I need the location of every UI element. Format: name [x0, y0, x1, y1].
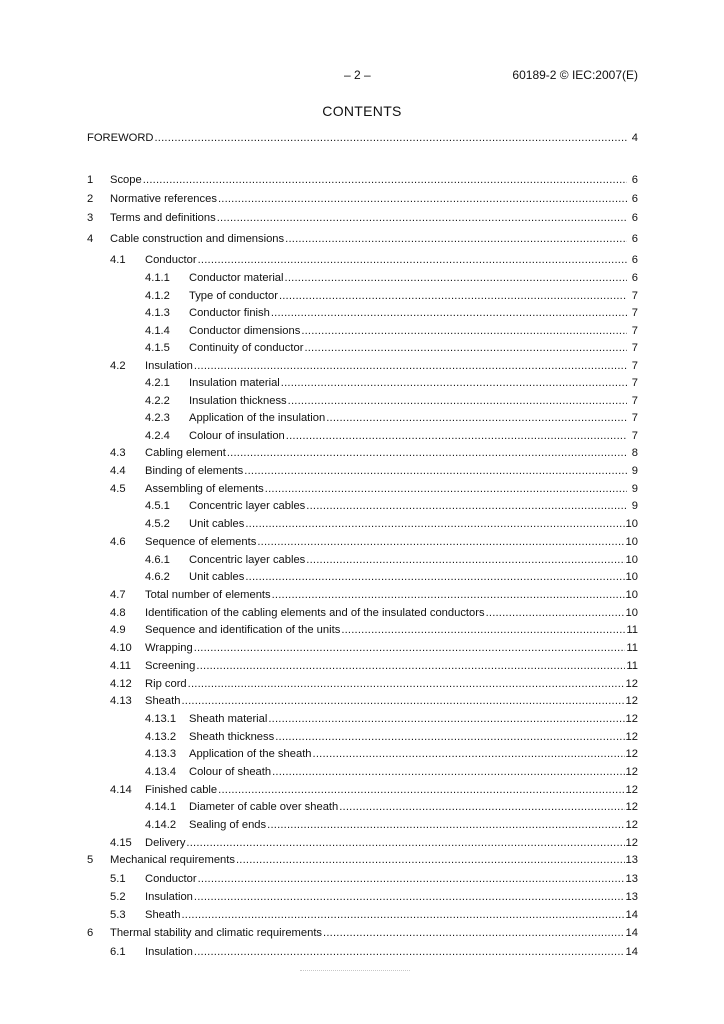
toc-entry-page: 9: [631, 483, 638, 495]
toc-entry-number: 4.2.2: [145, 395, 170, 407]
dot-leader: [279, 288, 627, 304]
toc-entry-page: 7: [631, 360, 638, 372]
toc-entry-number: 4.1.5: [145, 342, 170, 354]
toc-entry-page: 13: [625, 873, 638, 885]
toc-entry-number: 5.3: [110, 909, 126, 921]
toc-entry-title: Sequence of elements: [145, 536, 257, 548]
toc-entry-number: 5: [87, 854, 94, 866]
toc-entry-number: 4.2: [110, 360, 126, 372]
toc-entry-number: 4.6.2: [145, 571, 170, 583]
toc-entry-number: 4.14.1: [145, 801, 177, 813]
toc-entry-title: Type of conductor: [189, 290, 278, 302]
toc-entry-title: Binding of elements: [145, 465, 244, 477]
toc-entry[interactable]: [0, 231, 724, 247]
toc-entry-number: 4.6.1: [145, 554, 170, 566]
toc-entry-title: Wrapping: [145, 642, 193, 654]
toc-entry[interactable]: [0, 622, 724, 638]
dot-leader: [194, 358, 627, 374]
dot-leader: [245, 516, 624, 532]
toc-entry-number: 4.14.2: [145, 819, 177, 831]
dot-leader: [257, 534, 624, 550]
dot-leader: [326, 410, 627, 426]
toc-entry-title: Rip cord: [145, 678, 187, 690]
dot-leader: [323, 925, 625, 941]
toc-entry[interactable]: [0, 676, 724, 692]
dot-leader: [181, 907, 624, 923]
dot-leader: [267, 817, 624, 833]
toc-entry[interactable]: [0, 410, 724, 426]
toc-entry-page: 13: [625, 854, 638, 866]
toc-entry-number: 4.3: [110, 447, 126, 459]
toc-entry-page: 12: [625, 731, 638, 743]
toc-entry-title: Colour of sheath: [189, 766, 272, 778]
toc-entry-page: 12: [625, 713, 638, 725]
toc-entry-number: 4.5.1: [145, 500, 170, 512]
dot-leader: [194, 944, 625, 960]
page-number: – 2 –: [344, 68, 371, 82]
toc-entry-title: Sheath thickness: [189, 731, 275, 743]
toc-entry-page: 12: [625, 695, 638, 707]
toc-entry[interactable]: [0, 393, 724, 409]
toc-entry-title: Conductor finish: [189, 307, 270, 319]
toc-entry-number: 4.1.1: [145, 272, 170, 284]
toc-entry[interactable]: [0, 252, 724, 268]
dot-leader: [306, 498, 627, 514]
dot-leader: [272, 764, 624, 780]
toc-entry[interactable]: [0, 323, 724, 339]
toc-entry[interactable]: [0, 534, 724, 550]
toc-entry[interactable]: [0, 693, 724, 709]
dot-leader: [227, 445, 627, 461]
dot-leader: [181, 693, 624, 709]
toc-entry[interactable]: [0, 889, 724, 905]
toc-entry-page: 7: [631, 307, 638, 319]
toc-entry[interactable]: [0, 640, 724, 656]
dot-leader: [306, 552, 624, 568]
toc-entry-title: Conductor dimensions: [189, 325, 301, 337]
dot-leader: [265, 481, 627, 497]
toc-entry[interactable]: [0, 191, 724, 207]
toc-entry-title: Application of the sheath: [189, 748, 312, 760]
footer-divider: [300, 970, 410, 972]
toc-entry-page: 10: [625, 589, 638, 601]
toc-entry[interactable]: [0, 658, 724, 674]
toc-entry[interactable]: [0, 871, 724, 887]
toc-entry-page: 4: [631, 132, 638, 144]
toc-entry-page: 10: [625, 571, 638, 583]
toc-entry[interactable]: [0, 944, 724, 960]
toc-entry[interactable]: [0, 782, 724, 798]
dot-leader: [301, 323, 627, 339]
toc-entry-number: 4.2.4: [145, 430, 170, 442]
toc-entry[interactable]: [0, 711, 724, 727]
toc-entry-page: 13: [625, 891, 638, 903]
toc-entry-page: 11: [626, 624, 638, 636]
toc-entry-number: 4.13.2: [145, 731, 177, 743]
toc-entry[interactable]: [0, 587, 724, 603]
dot-leader: [285, 270, 627, 286]
toc-entry-number: 4.1.3: [145, 307, 170, 319]
dot-leader: [244, 463, 627, 479]
toc-entry[interactable]: [0, 817, 724, 833]
toc-entry-number: 6: [87, 927, 94, 939]
toc-entry[interactable]: [0, 764, 724, 780]
dot-leader: [341, 622, 625, 638]
toc-entry-title: Conductor: [145, 873, 197, 885]
toc-entry[interactable]: [0, 498, 724, 514]
toc-entry-number: 4.12: [110, 678, 132, 690]
toc-entry-title: Sealing of ends: [189, 819, 267, 831]
toc-entry[interactable]: [0, 288, 724, 304]
toc-entry-number: 4.10: [110, 642, 132, 654]
toc-entry-title: Cabling element: [145, 447, 226, 459]
toc-entry-number: 4.9: [110, 624, 126, 636]
toc-entry-number: 3: [87, 212, 94, 224]
toc-entry-title: Conductor: [145, 254, 197, 266]
toc-entry-title: Colour of insulation: [189, 430, 285, 442]
toc-entry-page: 12: [625, 819, 638, 831]
toc-entry-page: 10: [625, 554, 638, 566]
toc-entry-title: Identification of the cabling elements and of the insulated conductors: [145, 607, 485, 619]
toc-entry[interactable]: [0, 172, 724, 188]
toc-entry-title: Conductor material: [189, 272, 284, 284]
toc-entry-page: 14: [625, 927, 638, 939]
toc-entry-page: 7: [631, 412, 638, 424]
toc-entry-number: 4: [87, 233, 94, 245]
toc-entry-title: Insulation material: [189, 377, 280, 389]
toc-entry[interactable]: [0, 907, 724, 923]
toc-entry[interactable]: [0, 305, 724, 321]
toc-entry-page: 12: [625, 748, 638, 760]
toc-entry[interactable]: [0, 746, 724, 762]
toc-entry-page: 12: [625, 678, 638, 690]
toc-entry[interactable]: [0, 270, 724, 286]
toc-entry-number: 4.13.3: [145, 748, 177, 760]
toc-entry-page: 12: [625, 801, 638, 813]
dot-leader: [196, 658, 625, 674]
dot-leader: [288, 393, 627, 409]
toc-entry[interactable]: [0, 835, 724, 851]
toc-entry-page: 14: [625, 946, 638, 958]
toc-entry-page: 12: [625, 784, 638, 796]
toc-entry-title: Finished cable: [145, 784, 218, 796]
dot-leader: [245, 569, 624, 585]
toc-entry-title: Sheath: [145, 695, 181, 707]
toc-entry-page: 6: [631, 233, 638, 245]
toc-entry-number: 4.13.1: [145, 713, 177, 725]
toc-entry-title: Mechanical requirements: [110, 854, 235, 866]
toc-entry-title: Diameter of cable over sheath: [189, 801, 339, 813]
toc-entry[interactable]: [0, 569, 724, 585]
toc-entry-title: Sequence and identification of the units: [145, 624, 341, 636]
dot-leader: [194, 889, 625, 905]
toc-entry-page: 8: [631, 447, 638, 459]
toc-entry-number: 4.6: [110, 536, 126, 548]
toc-entry-title: Sheath material: [189, 713, 268, 725]
toc-entry-title: Insulation: [145, 946, 193, 958]
toc-entry-title: Total number of elements: [145, 589, 271, 601]
toc-entry-number: 4.15: [110, 837, 132, 849]
toc-entry[interactable]: [0, 428, 724, 444]
toc-entry-title: Application of the insulation: [189, 412, 326, 424]
toc-entry-number: 5.2: [110, 891, 126, 903]
toc-entry[interactable]: [0, 481, 724, 497]
dot-leader: [271, 305, 627, 321]
dot-leader: [188, 676, 625, 692]
toc-entry-page: 12: [625, 837, 638, 849]
toc-entry-title: Delivery: [145, 837, 186, 849]
toc-entry-number: 4.2.3: [145, 412, 170, 424]
toc-entry-title: Thermal stability and climatic requirements: [110, 927, 323, 939]
toc-entry-number: 4.13: [110, 695, 132, 707]
toc-entry-number: 4.7: [110, 589, 126, 601]
toc-entry-title: Assembling of elements: [145, 483, 264, 495]
toc-entry-page: 11: [626, 660, 638, 672]
toc-entry[interactable]: [0, 799, 724, 815]
toc-entry[interactable]: [0, 358, 724, 374]
toc-entry-number: 5.1: [110, 873, 126, 885]
toc-entry[interactable]: [0, 516, 724, 532]
toc-entry[interactable]: [0, 130, 724, 146]
standard-reference: 60189-2 © IEC:2007(E): [512, 68, 638, 82]
toc-entry[interactable]: [0, 340, 724, 356]
dot-leader: [304, 340, 627, 356]
dot-leader: [218, 191, 627, 207]
toc-entry-number: 4.5: [110, 483, 126, 495]
toc-entry-title: Normative references: [110, 193, 217, 205]
toc-entry-title: Sheath: [145, 909, 181, 921]
toc-entry-title: Concentric layer cables: [189, 500, 306, 512]
toc-entry-title: Continuity of conductor: [189, 342, 304, 354]
toc-entry-number: 4.2.1: [145, 377, 170, 389]
toc-entry-page: 6: [631, 212, 638, 224]
dot-leader: [218, 782, 624, 798]
toc-entry-number: 4.4: [110, 465, 126, 477]
toc-entry-page: 7: [631, 290, 638, 302]
dot-leader: [186, 835, 624, 851]
toc-entry[interactable]: [0, 375, 724, 391]
dot-leader: [313, 746, 625, 762]
toc-entry-page: 7: [631, 325, 638, 337]
toc-entry-number: 4.14: [110, 784, 132, 796]
dot-leader: [155, 130, 628, 146]
dot-leader: [268, 711, 624, 727]
toc-entry[interactable]: [0, 605, 724, 621]
toc-entry-number: 6.1: [110, 946, 126, 958]
toc-entry-number: 4.1.4: [145, 325, 170, 337]
toc-entry-title: Insulation: [145, 891, 193, 903]
dot-leader: [281, 375, 627, 391]
toc-entry-page: 7: [631, 342, 638, 354]
toc-entry-title: Unit cables: [189, 518, 245, 530]
toc-entry-number: 2: [87, 193, 94, 205]
toc-entry-page: 6: [631, 254, 638, 266]
toc-entry-page: 7: [631, 377, 638, 389]
toc-entry-title: FOREWORD: [87, 132, 154, 144]
toc-entry-title: Scope: [110, 174, 142, 186]
toc-entry-page: 7: [631, 430, 638, 442]
toc-entry-page: 10: [625, 518, 638, 530]
toc-entry-page: 10: [625, 536, 638, 548]
toc-entry-number: 4.13.4: [145, 766, 177, 778]
toc-entry-title: Cable construction and dimensions: [110, 233, 285, 245]
toc-entry-page: 10: [625, 607, 638, 619]
toc-entry-number: 4.5.2: [145, 518, 170, 530]
page-title: CONTENTS: [322, 103, 402, 119]
toc-entry-title: Concentric layer cables: [189, 554, 306, 566]
toc-entry-page: 6: [631, 193, 638, 205]
toc-entry-title: Insulation thickness: [189, 395, 287, 407]
toc-entry-page: 9: [631, 500, 638, 512]
dot-leader: [272, 587, 625, 603]
toc-entry-number: 4.8: [110, 607, 126, 619]
toc-entry-number: 4.1: [110, 254, 126, 266]
dot-leader: [286, 428, 627, 444]
toc-entry-page: 11: [626, 642, 638, 654]
dot-leader: [143, 172, 627, 188]
toc-entry-page: 6: [631, 174, 638, 186]
dot-leader: [339, 799, 624, 815]
toc-entry[interactable]: [0, 210, 724, 226]
toc-entry[interactable]: [0, 552, 724, 568]
dot-leader: [217, 210, 627, 226]
toc-entry-number: 4.1.2: [145, 290, 170, 302]
dot-leader: [285, 231, 627, 247]
dot-leader: [198, 252, 627, 268]
toc-entry[interactable]: [0, 729, 724, 745]
dot-leader: [194, 640, 626, 656]
toc-entry[interactable]: [0, 852, 724, 868]
toc-entry[interactable]: [0, 925, 724, 941]
dot-leader: [198, 871, 625, 887]
toc-entry-title: Terms and definitions: [110, 212, 216, 224]
toc-entry-number: 4.11: [110, 660, 131, 672]
toc-entry-page: 12: [625, 766, 638, 778]
toc-entry-page: 6: [631, 272, 638, 284]
toc-entry-title: Insulation: [145, 360, 193, 372]
toc-entry-page: 9: [631, 465, 638, 477]
toc-entry[interactable]: [0, 463, 724, 479]
toc-entry-page: 7: [631, 395, 638, 407]
toc-entry-title: Screening: [145, 660, 196, 672]
dot-leader: [486, 605, 625, 621]
toc-entry[interactable]: [0, 445, 724, 461]
toc-entry-number: 1: [87, 174, 94, 186]
dot-leader: [275, 729, 624, 745]
dot-leader: [236, 852, 625, 868]
toc-entry-page: 14: [625, 909, 638, 921]
toc-entry-title: Unit cables: [189, 571, 245, 583]
